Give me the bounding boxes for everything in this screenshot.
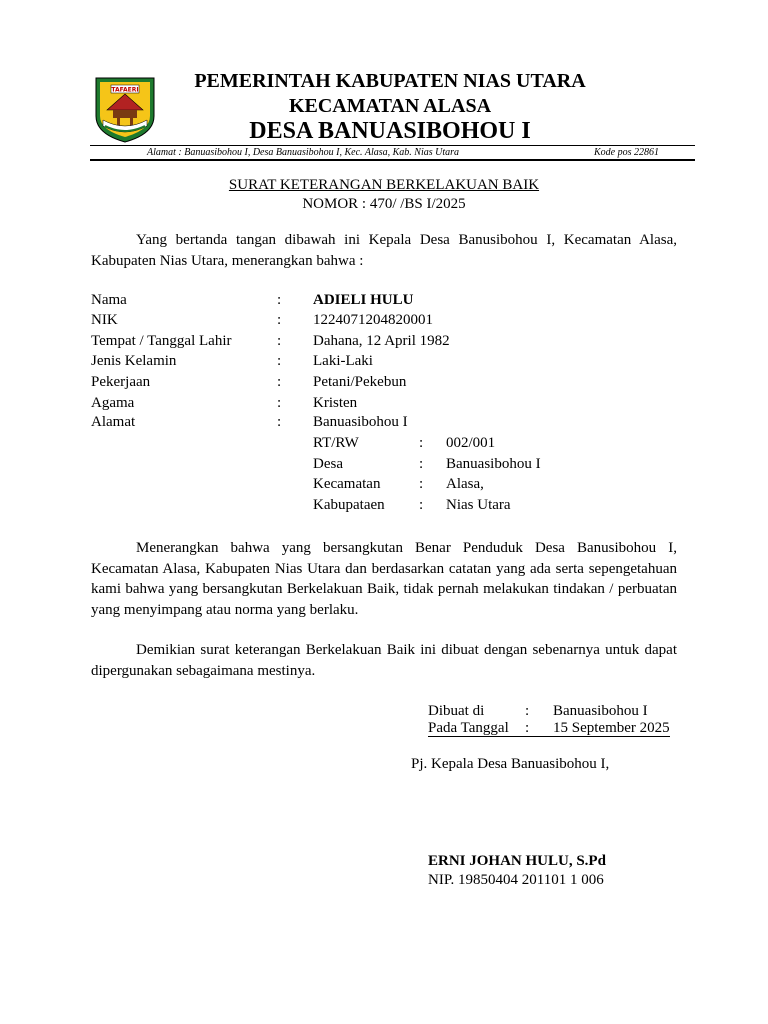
header-district: KECAMATAN ALASA	[288, 95, 492, 117]
field-value-nik: 1224071204820001	[313, 312, 433, 328]
header-rule-bottom	[90, 159, 695, 161]
address-value-kecamatan: Alasa,	[446, 476, 484, 492]
field-label-nik: NIK	[91, 312, 118, 328]
signer-position: Pj. Kepala Desa Banuasibohou I,	[411, 756, 610, 772]
field-colon: :	[419, 497, 424, 513]
address-label-kecamatan: Kecamatan	[313, 476, 381, 492]
address-label-desa: Desa	[313, 456, 343, 472]
field-label-address: Alamat	[91, 414, 136, 430]
field-label-religion: Agama	[91, 395, 135, 411]
logo-text: TAFAERI	[111, 86, 139, 94]
field-colon: :	[277, 312, 282, 328]
field-value-job: Petani/Pekebun	[313, 374, 407, 390]
field-colon: :	[419, 456, 424, 472]
address-label-kabupaten: Kabupataen	[313, 497, 385, 513]
field-value-gender: Laki-Laki	[313, 353, 373, 369]
address-label-rtrw: RT/RW	[313, 435, 359, 451]
village-logo	[93, 76, 157, 144]
letter-title: SURAT KETERANGAN BERKELAKUAN BAIK	[228, 177, 540, 193]
field-value-religion: Kristen	[313, 395, 358, 411]
address-value-kabupaten: Nias Utara	[446, 497, 511, 513]
field-colon: :	[525, 703, 530, 719]
date-label: Pada Tanggal	[428, 720, 509, 736]
header-postcode: Kode pos 22861	[594, 147, 659, 158]
address-value-rtrw: 002/001	[446, 435, 496, 451]
field-colon: :	[277, 292, 282, 308]
field-colon: :	[277, 414, 282, 430]
made-in-label: Dibuat di	[428, 703, 485, 719]
header-address: Alamat : Banuasibohou I, Desa Banuasibohou I, Kec. Alasa, Kab. Nias Utara	[147, 147, 460, 158]
header-rule-top	[90, 145, 695, 146]
intro-paragraph: Yang bertanda tangan dibawah ini Kepala Desa Banusibohou I, Kecamatan Alasa, Kabupaten Nias Utara, menerangkan bahwa :	[91, 232, 677, 269]
field-colon: :	[277, 374, 282, 390]
header-village: DESA BANUASIBOHOU I	[249, 118, 531, 144]
signer-nip: NIP. 19850404 201101 1 006	[428, 872, 604, 888]
made-in-value: Banuasibohou I	[553, 703, 648, 719]
header-government: PEMERINTAH KABUPATEN NIAS UTARA	[194, 70, 586, 92]
body-paragraph-closing: Demikian surat keterangan Berkelakuan Baik ini dibuat dengan sebenarnya untuk dapat dipergunakan sebagaimana mestinya.	[91, 642, 677, 679]
field-colon: :	[419, 476, 424, 492]
field-value-address: Banuasibohou I	[313, 414, 408, 430]
field-label-birth: Tempat / Tanggal Lahir	[91, 333, 232, 349]
address-value-desa: Banuasibohou I	[446, 456, 541, 472]
field-label-job: Pekerjaan	[91, 374, 151, 390]
field-label-nama: Nama	[91, 292, 127, 308]
field-colon: :	[419, 435, 424, 451]
body-paragraph-statement: Menerangkan bahwa yang bersangkutan Benar Penduduk Desa Banusibohou I, Kecamatan Alasa, Kabupaten Nias Utara dan berdasarkan catatan yang ada serta sepengetahuan kami bahwa yang bersangkutan Berkelakuan Baik, tidak pernah melakukan tindakan / perbuatan yang menyimpang atau norma yang berlaku.	[91, 540, 677, 618]
field-label-gender: Jenis Kelamin	[91, 353, 177, 369]
field-colon: :	[277, 333, 282, 349]
date-value: 15 September 2025	[553, 720, 670, 736]
field-value-birth: Dahana, 12 April 1982	[313, 333, 450, 349]
letter-number: NOMOR : 470/ /BS I/2025	[302, 196, 466, 212]
field-colon: :	[277, 353, 282, 369]
signer-name: ERNI JOHAN HULU, S.Pd	[428, 853, 606, 869]
field-colon: :	[525, 720, 530, 736]
field-colon: :	[277, 395, 282, 411]
field-value-nama: ADIELI HULU	[313, 292, 414, 308]
